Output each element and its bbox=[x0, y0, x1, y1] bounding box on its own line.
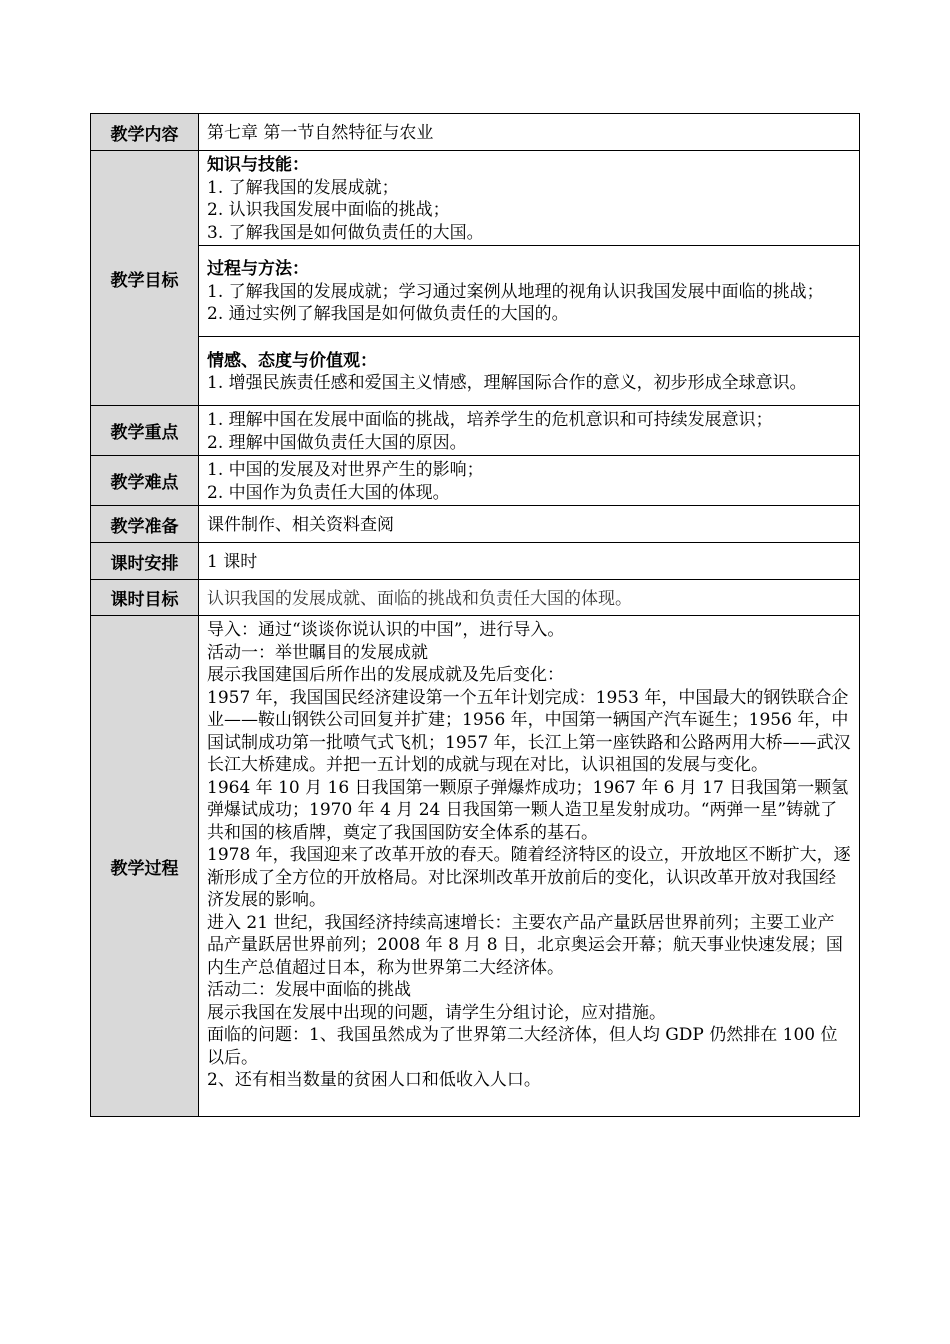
process-item-1: 1. 了解我国的发展成就；学习通过案例从地理的视角认识我国发展中面临的挑战； bbox=[207, 281, 824, 302]
difficulties-cell bbox=[199, 456, 860, 506]
label-key-points: 教学重点 bbox=[91, 406, 199, 456]
achievement-paragraph-1978: 1978 年，我国迎来了改革开放的春天。随着经济特区的设立，开放地区不断扩大，逐渐形成了全方位的开放格局。对比深圳改革开放前后的变化，认识改革开放对我国经济发展的影响。 bbox=[207, 845, 851, 910]
schedule-text: 1 课时 bbox=[199, 543, 860, 580]
achievement-paragraph-1964: 1964 年 10 月 16 日我国第一颗原子弹爆炸成功；1967 年 6 月 17 日我国第一颗氢弹爆试成功；1970 年 4 月 24 日我国第一颗人造卫星发射成功。“两弹一星”铸就了共和国的核盾牌，奠定了我国国防安全体系的基石。 bbox=[207, 777, 849, 843]
lesson-plan-table bbox=[90, 113, 860, 1117]
emotion-item-1: 1. 增强民族责任感和爱国主义情感，理解国际合作的意义，初步形成全球意识。 bbox=[207, 373, 807, 393]
knowledge-heading: 知识与技能： bbox=[207, 155, 309, 175]
row-teaching-content bbox=[91, 114, 860, 151]
row-key-points bbox=[91, 406, 860, 456]
difficulty-1: 1. 中国的发展及对世界产生的影响； bbox=[207, 460, 484, 480]
row-difficulties bbox=[91, 456, 860, 506]
teaching-content-text: 第七章 第一节自然特征与农业 bbox=[199, 114, 860, 151]
row-schedule bbox=[91, 543, 860, 580]
label-teaching-content: 教学内容 bbox=[91, 114, 199, 151]
objectives-process-cell bbox=[199, 246, 860, 337]
key-point-2: 2. 理解中国做负责任大国的原因。 bbox=[207, 432, 467, 453]
row-lesson-goal bbox=[91, 580, 860, 616]
label-lesson-goal: 课时目标 bbox=[91, 580, 199, 616]
knowledge-item-1: 1. 了解我国的发展成就； bbox=[207, 177, 399, 198]
challenge-item-2: 2、还有相当数量的贫困人口和低收入人口。 bbox=[207, 1070, 541, 1090]
achievement-paragraph-1957: 1957 年，我国国民经济建设第一个五年计划完成：1953 年，中国最大的钢铁联合企业——鞍山钢铁公司回复并扩建；1956 年，中国第一辆国产汽车诞生；1956 年，中国试制成功第一批喷气式飞机；1957 年，长江上第一座铁路和公路两用大桥——武汉长江大桥建成。并把一五计划的成就与现在对比，认识祖国的发展与变化。 bbox=[207, 687, 851, 775]
lesson-goal-text: 认识我国的发展成就、面临的挑战和负责任大国的体现。 bbox=[199, 580, 860, 616]
process-heading: 过程与方法： bbox=[207, 259, 309, 280]
challenge-item-1: 面临的问题：1、我国虽然成为了世界第二大经济体，但人均 GDP 仍然排在 100 位以后。 bbox=[207, 1025, 838, 1068]
procedure-intro: 导入：通过“谈谈你说认识的中国”，进行导入。 bbox=[207, 620, 565, 640]
label-preparation: 教学准备 bbox=[91, 506, 199, 543]
knowledge-item-2: 2. 认识我国发展中面临的挑战； bbox=[207, 200, 450, 220]
objectives-emotion-cell bbox=[199, 337, 860, 406]
row-objectives-process bbox=[91, 246, 860, 337]
process-item-2: 2. 通过实例了解我国是如何做负责任的大国的。 bbox=[207, 304, 569, 325]
row-objectives-emotion bbox=[91, 337, 860, 406]
key-points-cell bbox=[199, 406, 860, 456]
preparation-text: 课件制作、相关资料查阅 bbox=[199, 506, 860, 543]
emotion-heading: 情感、态度与价值观： bbox=[207, 350, 377, 371]
activity-one-description: 展示我国建国后所作出的发展成就及先后变化： bbox=[207, 665, 564, 685]
row-objectives-knowledge bbox=[91, 151, 860, 246]
difficulty-2: 2. 中国作为负责任大国的体现。 bbox=[207, 482, 450, 503]
label-schedule: 课时安排 bbox=[91, 543, 199, 580]
achievement-paragraph-21st-century: 进入 21 世纪，我国经济持续高速增长：主要农产品产量跃居世界前列；主要工业产品产量跃居世界前列；2008 年 8 月 8 日，北京奥运会开幕；航天事业快速发展；国内生产总值超过日本，称为世界第二大经济体。 bbox=[207, 912, 843, 978]
objectives-knowledge-cell bbox=[199, 151, 860, 246]
label-teaching-objectives: 教学目标 bbox=[91, 151, 199, 406]
row-procedure bbox=[91, 616, 860, 1117]
row-preparation bbox=[91, 506, 860, 543]
procedure-cell bbox=[199, 616, 860, 1117]
activity-one-title: 活动一：举世瞩目的发展成就 bbox=[207, 642, 428, 663]
knowledge-item-3: 3. 了解我国是如何做负责任的大国。 bbox=[207, 222, 484, 243]
activity-two-description: 展示我国在发展中出现的问题，请学生分组讨论，应对措施。 bbox=[207, 1002, 666, 1023]
label-difficulties: 教学难点 bbox=[91, 456, 199, 506]
activity-two-title: 活动二：发展中面临的挑战 bbox=[207, 980, 411, 1000]
label-procedure: 教学过程 bbox=[91, 616, 199, 1117]
key-point-1: 1. 理解中国在发展中面临的挑战，培养学生的危机意识和可持续发展意识； bbox=[207, 410, 773, 430]
